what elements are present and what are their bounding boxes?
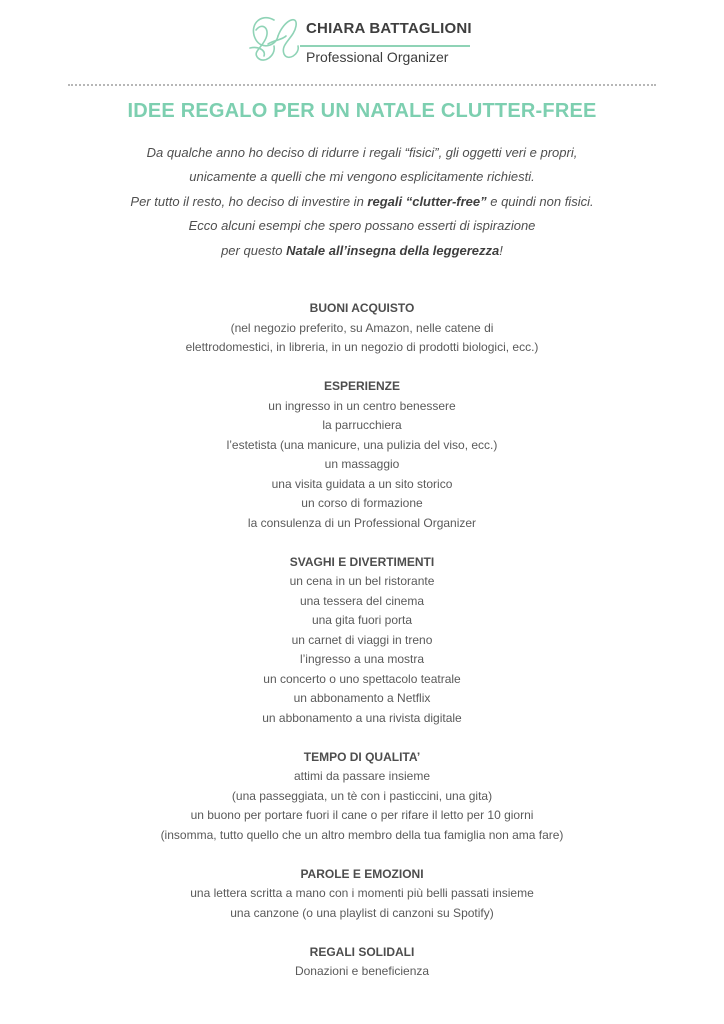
intro-line: Da qualche anno ho deciso di ridurre i regali “fisici”, gli oggetti veri e propri,: [146, 145, 578, 160]
intro-text: e quindi non fisici.: [486, 193, 594, 209]
section-item: una tessera del cinema: [299, 593, 425, 608]
gift-section: [0, 377, 724, 533]
intro-text: per questo: [221, 242, 287, 258]
section-title: PAROLE E EMOZIONI: [300, 866, 424, 881]
section-item: un buono per portare fuori il cane o per rifare il letto per 10 giorni: [190, 808, 534, 822]
section-item: una canzone (o una playlist di canzoni su Spotify): [230, 905, 494, 920]
gift-sections: [0, 299, 724, 1001]
section-item: un corso di formazione: [301, 496, 423, 510]
section-item: un carnet di viaggi in treno: [291, 632, 433, 647]
section-item: un massaggio: [324, 457, 400, 471]
section-title: SVAGHI E DIVERTIMENTI: [289, 554, 435, 569]
section-item: l’ingresso a una mostra: [299, 652, 425, 666]
section-title: TEMPO DI QUALITA’: [303, 749, 421, 764]
section-item: (nel negozio preferito, su Amazon, nelle catene di: [230, 320, 494, 335]
gift-section: [0, 299, 724, 358]
section-item: (insomma, tutto quello che un altro membro della tua famiglia non ama fare): [160, 827, 564, 842]
intro-line: Ecco alcuni esempi che spero possano esserti di ispirazione: [188, 218, 536, 234]
intro-line: unicamente a quelli che mi vengono esplicitamente richiesti.: [189, 169, 535, 185]
gift-section: [0, 748, 724, 846]
section-item: un concerto o uno spettacolo teatrale: [263, 671, 461, 686]
section-item: la parrucchiera: [322, 418, 402, 432]
section-item: attimi da passare insieme: [293, 769, 431, 783]
brand-name: CHIARA BATTAGLIONI: [306, 20, 472, 37]
section-item: un cena in un bel ristorante: [289, 574, 435, 588]
section-item: un abbonamento a Netflix: [293, 691, 431, 705]
gift-section: [0, 865, 724, 924]
intro-line: [0, 239, 724, 263]
brand-underline: [300, 45, 470, 47]
section-item: un abbonamento a una rivista digitale: [262, 710, 462, 725]
section-item: un ingresso in un centro benessere: [268, 398, 456, 413]
section-title: BUONI ACQUISTO: [309, 301, 415, 315]
cb-monogram-logo-icon: [244, 10, 306, 66]
section-title: ESPERIENZE: [323, 379, 401, 393]
intro-line: [0, 190, 724, 214]
section-item: Donazioni e beneficienza: [294, 964, 430, 978]
header: [0, 8, 724, 72]
brand-subtitle: Professional Organizer: [306, 49, 449, 65]
section-item: la consulenza di un Professional Organizer: [247, 515, 477, 530]
section-item: (una passeggiata, un tè con i pasticcini, una gita): [231, 788, 493, 803]
dotted-divider: [68, 84, 656, 86]
section-item: una visita guidata a un sito storico: [271, 476, 453, 491]
section-item: una lettera scritta a mano con i momenti più belli passati insieme: [190, 886, 534, 900]
gift-section: [0, 943, 724, 982]
section-item: l’estetista (una manicure, una pulizia del viso, ecc.): [226, 437, 498, 452]
intro-emphasis: Natale all’insegna della leggerezza: [286, 242, 500, 258]
intro-emphasis: regali “clutter-free”: [367, 193, 487, 209]
section-item: elettrodomestici, in libreria, in un negozio di prodotti biologici, ecc.): [185, 340, 539, 354]
gift-section: [0, 553, 724, 729]
section-item: una gita fuori porta: [311, 613, 413, 627]
intro-text: Per tutto il resto, ho deciso di investire in: [130, 193, 368, 209]
section-title: REGALI SOLIDALI: [309, 944, 415, 959]
intro-text: !: [499, 242, 503, 258]
intro-paragraph: [0, 141, 724, 263]
page-title: IDEE REGALO PER UN NATALE CLUTTER-FREE: [127, 100, 597, 122]
